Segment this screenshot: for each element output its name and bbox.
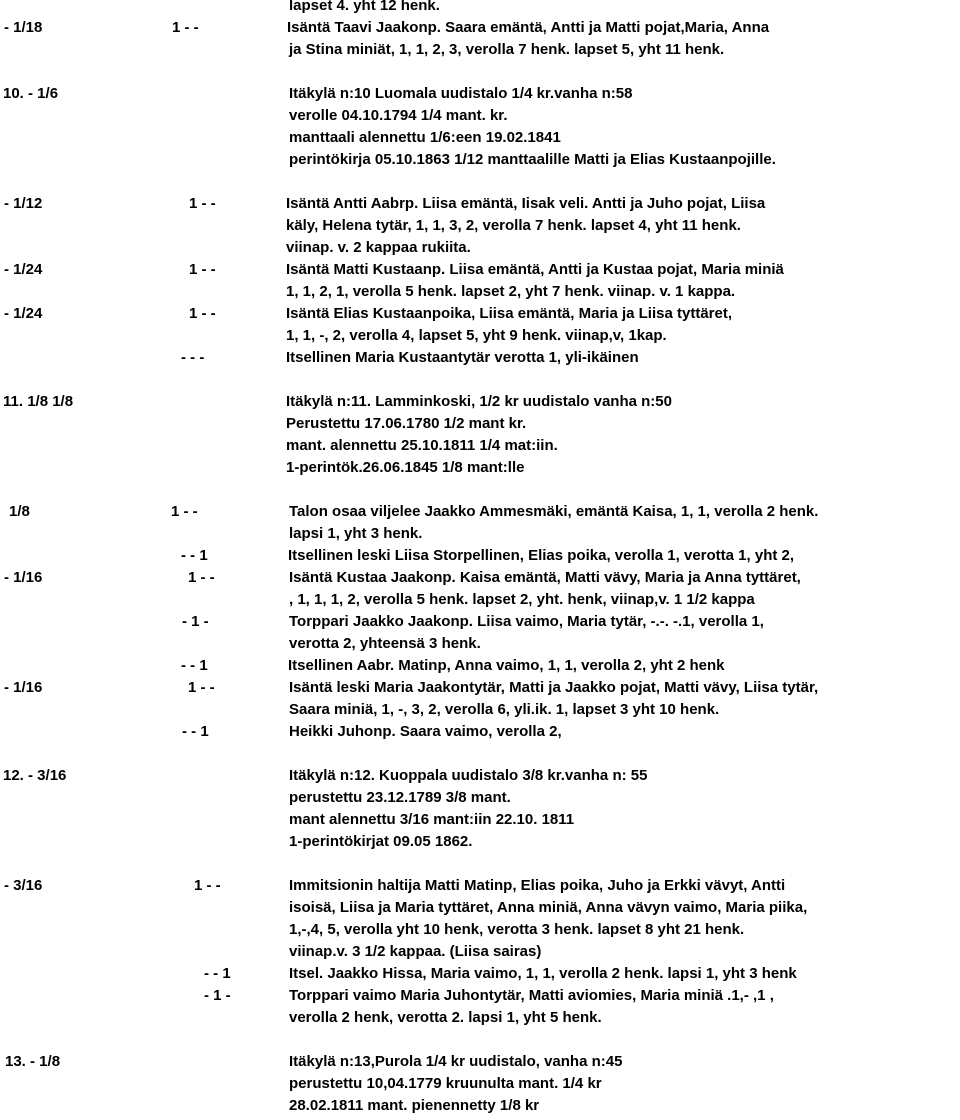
line-count: - - 1 bbox=[181, 657, 208, 674]
line-text: Heikki Juhonp. Saara vaimo, verolla 2, bbox=[289, 723, 562, 740]
line-text: 1,-,4, 5, verolla yht 10 henk, verotta 3 henk. lapset 8 yht 21 henk. bbox=[289, 921, 745, 938]
line-ref: - 1/16 bbox=[4, 569, 43, 586]
line-text: Itsel. Jaakko Hissa, Maria vaimo, 1, 1, verolla 2 henk. lapsi 1, yht 3 henk bbox=[289, 965, 797, 982]
line-text: 1, 1, -, 2, verolla 4, lapset 5, yht 9 henk. viinap,v, 1kap. bbox=[286, 327, 667, 344]
line-text: Itäkylä n:13,Purola 1/4 kr uudistalo, vanha n:45 bbox=[289, 1053, 623, 1070]
line-count: 1 - - bbox=[189, 305, 216, 322]
line-text: lapsi 1, yht 3 henk. bbox=[289, 525, 423, 542]
line-ref: - 3/16 bbox=[4, 877, 43, 894]
line-text: manttaali alennettu 1/6:een 19.02.1841 bbox=[289, 129, 561, 146]
line-text: Itäkylä n:10 Luomala uudistalo 1/4 kr.vanha n:58 bbox=[289, 85, 633, 102]
line-text: Isäntä Taavi Jaakonp. Saara emäntä, Antti ja Matti pojat,Maria, Anna bbox=[287, 19, 770, 36]
line-text: Isäntä Antti Aabrp. Liisa emäntä, Iisak veli. Antti ja Juho pojat, Liisa bbox=[286, 195, 766, 212]
line-ref: - 1/12 bbox=[4, 195, 43, 212]
line-count: - - - bbox=[181, 349, 205, 366]
line-text: Saara miniä, 1, -, 3, 2, verolla 6, yli.ik. 1, lapset 3 yht 10 henk. bbox=[289, 701, 720, 718]
line-text: verolla 2 henk, verotta 2. lapsi 1, yht 5 henk. bbox=[289, 1009, 602, 1026]
line-count: - - 1 bbox=[182, 723, 209, 740]
line-count: 1 - - bbox=[171, 503, 198, 520]
line-text: viinap.v. 3 1/2 kappaa. (Liisa sairas) bbox=[289, 943, 542, 960]
line-text: Itsellinen Aabr. Matinp, Anna vaimo, 1, 1, verolla 2, yht 2 henk bbox=[288, 657, 725, 674]
line-count: - 1 - bbox=[204, 987, 231, 1004]
line-text: lapset 4. yht 12 henk. bbox=[289, 0, 440, 14]
line-text: Itsellinen Maria Kustaantytär verotta 1, yli-ikäinen bbox=[286, 349, 639, 366]
line-text: Torppari vaimo Maria Juhontytär, Matti aviomies, Maria miniä .1,- ,1 , bbox=[289, 987, 774, 1004]
line-count: 1 - - bbox=[172, 19, 199, 36]
line-ref: - 1/24 bbox=[4, 261, 43, 278]
line-count: - - 1 bbox=[181, 547, 208, 564]
line-text: 1-perintök.26.06.1845 1/8 mant:lle bbox=[286, 459, 525, 476]
line-text: perustettu 23.12.1789 3/8 mant. bbox=[289, 789, 511, 806]
line-count: 1 - - bbox=[188, 679, 215, 696]
line-count: 1 - - bbox=[189, 261, 216, 278]
line-ref: - 1/18 bbox=[4, 19, 43, 36]
line-ref: 13. - 1/8 bbox=[5, 1053, 61, 1070]
line-count: 1 - - bbox=[189, 195, 216, 212]
line-text: , 1, 1, 1, 2, verolla 5 henk. lapset 2, yht. henk, viinap,v. 1 1/2 kappa bbox=[289, 591, 755, 608]
line-text: Torppari Jaakko Jaakonp. Liisa vaimo, Maria tytär, -.-. -.1, verolla 1, bbox=[289, 613, 764, 630]
line-text: Isäntä leski Maria Jaakontytär, Matti ja Jaakko pojat, Matti vävy, Liisa tytär, bbox=[289, 679, 819, 696]
line-text: Itsellinen leski Liisa Storpellinen, Elias poika, verolla 1, verotta 1, yht 2, bbox=[288, 547, 795, 564]
line-text: viinap. v. 2 kappaa rukiita. bbox=[286, 239, 471, 256]
line-text: perustettu 10,04.1779 kruunulta mant. 1/4 kr bbox=[289, 1075, 602, 1092]
line-text: verotta 2, yhteensä 3 henk. bbox=[289, 635, 481, 652]
line-text: verolle 04.10.1794 1/4 mant. kr. bbox=[289, 107, 508, 124]
line-count: - - 1 bbox=[204, 965, 231, 982]
line-text: Perustettu 17.06.1780 1/2 mant kr. bbox=[286, 415, 527, 432]
line-text: Itäkylä n:12. Kuoppala uudistalo 3/8 kr.vanha n: 55 bbox=[289, 767, 648, 784]
line-text: Immitsionin haltija Matti Matinp, Elias poika, Juho ja Erkki vävyt, Antti bbox=[289, 877, 786, 894]
line-text: Isäntä Kustaa Jaakonp. Kaisa emäntä, Matti vävy, Maria ja Anna tyttäret, bbox=[289, 569, 801, 586]
line-ref: - 1/16 bbox=[4, 679, 43, 696]
line-count: - 1 - bbox=[182, 613, 209, 630]
line-text: isoisä, Liisa ja Maria tyttäret, Anna miniä, Anna vävyn vaimo, Maria piika, bbox=[289, 899, 808, 916]
line-text: käly, Helena tytär, 1, 1, 3, 2, verolla 7 henk. lapset 4, yht 11 henk. bbox=[286, 217, 741, 234]
line-ref: 1/8 bbox=[9, 503, 30, 520]
line-text: Isäntä Matti Kustaanp. Liisa emäntä, Antti ja Kustaa pojat, Maria miniä bbox=[286, 261, 784, 278]
line-text: 28.02.1811 mant. pienennetty 1/8 kr bbox=[289, 1097, 540, 1114]
line-ref: 10. - 1/6 bbox=[3, 85, 59, 102]
line-count: 1 - - bbox=[194, 877, 221, 894]
line-ref: - 1/24 bbox=[4, 305, 43, 322]
line-text: Talon osaa viljelee Jaakko Ammesmäki, emäntä Kaisa, 1, 1, verolla 2 henk. bbox=[289, 503, 819, 520]
line-text: Itäkylä n:11. Lamminkoski, 1/2 kr uudistalo vanha n:50 bbox=[286, 393, 672, 410]
line-text: mant alennettu 3/16 mant:iin 22.10. 1811 bbox=[289, 811, 575, 828]
line-text: ja Stina miniät, 1, 1, 2, 3, verolla 7 henk. lapset 5, yht 11 henk. bbox=[289, 41, 725, 58]
line-text: Isäntä Elias Kustaanpoika, Liisa emäntä, Maria ja Liisa tyttäret, bbox=[286, 305, 733, 322]
line-ref: 11. 1/8 1/8 bbox=[3, 393, 74, 410]
line-ref: 12. - 3/16 bbox=[3, 767, 67, 784]
line-text: 1, 1, 2, 1, verolla 5 henk. lapset 2, yht 7 henk. viinap. v. 1 kappa. bbox=[286, 283, 736, 300]
line-text: 1-perintökirjat 09.05 1862. bbox=[289, 833, 473, 850]
line-count: 1 - - bbox=[188, 569, 215, 586]
line-text: mant. alennettu 25.10.1811 1/4 mat:iin. bbox=[286, 437, 558, 454]
line-text: perintökirja 05.10.1863 1/12 manttaalille Matti ja Elias Kustaanpojille. bbox=[289, 151, 776, 168]
